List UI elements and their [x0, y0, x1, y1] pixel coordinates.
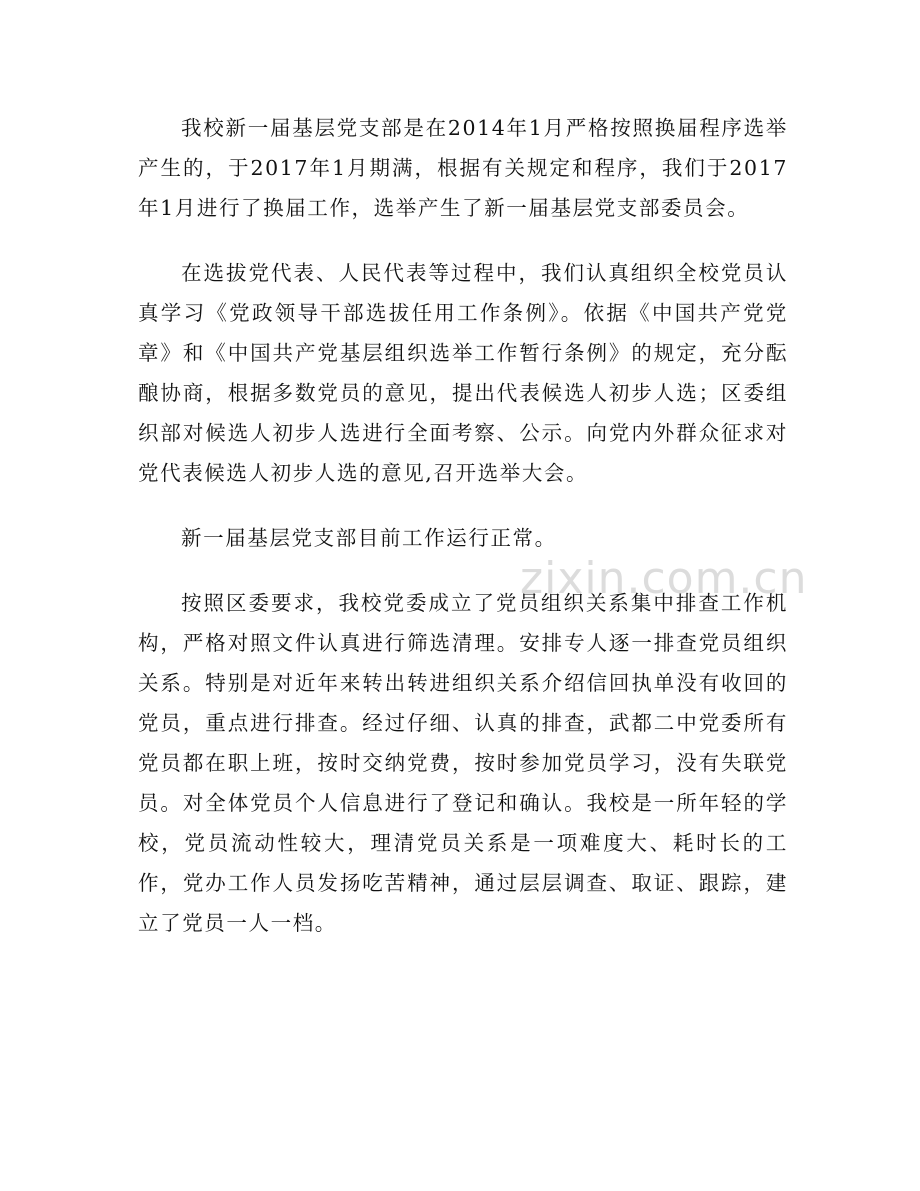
- paragraph-normal-operation: 新一届基层党支部目前工作运行正常。: [181, 526, 557, 550]
- watermark-text: zixin.com.cn: [520, 553, 808, 604]
- paragraph-selection-process: 在选拔党代表、人民代表等过程中，我们认真组织全校党员认真学习《党政领导干部选拔任用工作条例》。依据《中国共产党党章》和《中国共产党基层组织选举工作暂行条例》的规定，充分酝酿协商，根据多数党员的意见，提出代表候选人初步人选；区委组织部对候选人初步人选进行全面考察、公示。向党内外群众征求对党代表候选人初步人选的意见,召开选举大会。: [138, 261, 788, 485]
- document-body: [138, 108, 788, 968]
- paragraph-election: 我校新一届基层党支部是在2014年1月严格按照换届程序选举产生的，于2017年1月期满，根据有关规定和程序，我们于2017年1月进行了换届工作，选举产生了新一届基层党支部委员会。: [138, 116, 788, 220]
- paragraph-membership-check: 按照区委要求，我校党委成立了党员组织关系集中排查工作机构，严格对照文件认真进行筛选清理。安排专人逐一排查党员组织关系。特别是对近年来转出转进组织关系介绍信回执单没有收回的党员，重点进行排查。经过仔细、认真的排查，武都二中党委所有党员都在职上班，按时交纳党费，按时参加党员学习，没有失联党员。对全体党员个人信息进行了登记和确认。我校是一所年轻的学校，党员流动性较大，理清党员关系是一项难度大、耗时长的工作，党办工作人员发扬吃苦精神，通过层层调查、取证、跟踪，建立了党员一人一档。: [138, 591, 788, 935]
